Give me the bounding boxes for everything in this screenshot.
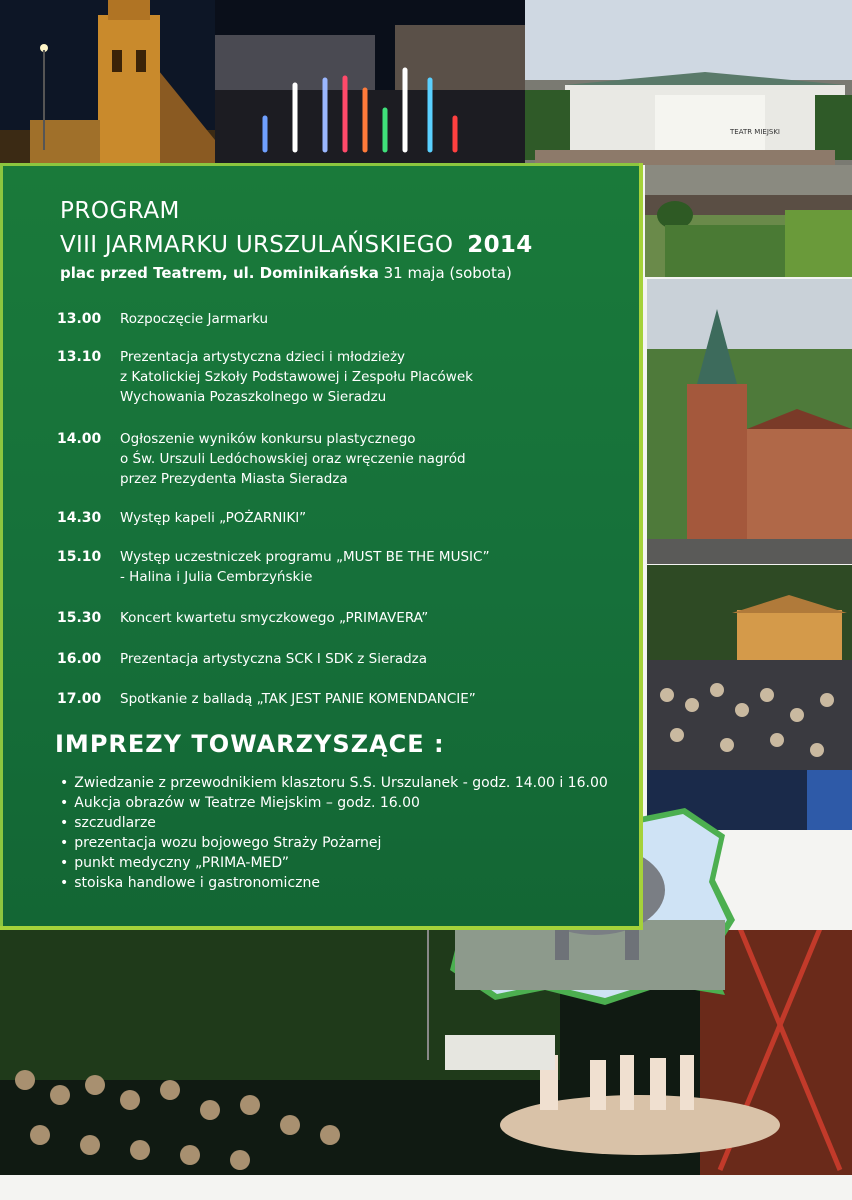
photo-open-air-stage-crowd [647, 565, 852, 770]
side-event-text: szczudlarze [74, 815, 156, 831]
schedule-item [57, 309, 627, 329]
photo-church-tower-night [0, 0, 215, 180]
schedule-item [57, 649, 627, 669]
side-event-item: • szczudlarze [60, 815, 156, 831]
event-year: 2014 [467, 232, 533, 258]
schedule-time: 15.10 [57, 549, 102, 565]
schedule-desc: Ogłoszenie wyników konkursu plastycznego o Św. Urszuli Ledóchowskiej oraz wręczenie nagród przez Prezydenta Miasta Sieradza [120, 431, 466, 487]
schedule-time: 16.00 [57, 651, 102, 667]
schedule-desc: Prezentacja artystyczna dzieci i młodzieży z Katolickiej Szkoły Podstawowej i Zespołu Placówek Wychowania Pozaszkolnego w Sieradzu [120, 349, 473, 405]
schedule-desc: Koncert kwartetu smyczkowego „PRIMAVERA” [120, 610, 429, 626]
schedule-time: 14.30 [57, 510, 102, 526]
event-name: VIII JARMARKU URSZULAŃSKIEGO [60, 232, 454, 258]
photo-theatre-building [525, 0, 852, 165]
program-title: PROGRAM [60, 198, 180, 224]
side-event-item: • Zwiedzanie z przewodnikiem klasztoru S.S. Urszulanek - godz. 14.00 i 16.00 [60, 775, 608, 791]
event-date: 31 maja (sobota) [383, 264, 512, 282]
schedule-item [57, 347, 627, 407]
schedule-desc: Rozpoczęcie Jarmarku [120, 311, 269, 327]
side-event-text: punkt medyczny „PRIMA-MED” [74, 855, 290, 871]
side-event-text: prezentacja wozu bojowego Straży Pożarnej [74, 835, 382, 851]
photo-church-aerial [647, 279, 852, 564]
photo-park-crowd [645, 165, 852, 277]
event-location-date [60, 264, 512, 282]
side-events-title: IMPREZY TOWARZYSZĄCE : [55, 730, 445, 758]
side-event-item: • punkt medyczny „PRIMA-MED” [60, 855, 290, 871]
schedule-item [57, 689, 627, 709]
schedule-time: 14.00 [57, 431, 102, 447]
schedule-item [57, 547, 627, 587]
photo-fountain-night [215, 0, 525, 170]
side-event-text: Aukcja obrazów w Teatrze Miejskim – godz. 16.00 [74, 795, 420, 811]
schedule-time: 15.30 [57, 610, 102, 626]
schedule-item [57, 608, 627, 628]
side-event-item: • stoiska handlowe i gastronomiczne [60, 875, 320, 891]
schedule-time: 13.10 [57, 349, 102, 365]
side-event-item: • Aukcja obrazów w Teatrze Miejskim – godz. 16.00 [60, 795, 420, 811]
side-event-item: • prezentacja wozu bojowego Straży Pożarnej [60, 835, 382, 851]
schedule-time: 17.00 [57, 691, 102, 707]
panel-border-right [639, 163, 643, 930]
side-events-list [60, 773, 608, 893]
schedule-item [57, 429, 627, 489]
schedule-desc: Występ uczestniczek programu „MUST BE THE MUSIC” - Halina i Julia Cembrzyńskie [120, 549, 490, 585]
schedule-time: 13.00 [57, 311, 102, 327]
side-event-text: stoiska handlowe i gastronomiczne [74, 875, 320, 891]
program-panel [0, 163, 643, 930]
schedule-desc: Występ kapeli „POŻARNIKI” [120, 510, 307, 526]
schedule-desc: Prezentacja artystyczna SCK I SDK z Sieradza [120, 651, 428, 667]
schedule-desc: Spotkanie z balladą „TAK JEST PANIE KOMENDANCIE” [120, 691, 476, 707]
panel-border-bottom [0, 926, 643, 930]
theatre-sign: TEATR MIEJSKI [730, 128, 780, 136]
schedule-item [57, 508, 627, 528]
side-event-text: Zwiedzanie z przewodnikiem klasztoru S.S. Urszulanek - godz. 14.00 i 16.00 [74, 775, 608, 791]
event-title [60, 232, 533, 258]
event-location: plac przed Teatrem, ul. Dominikańska [60, 264, 379, 282]
